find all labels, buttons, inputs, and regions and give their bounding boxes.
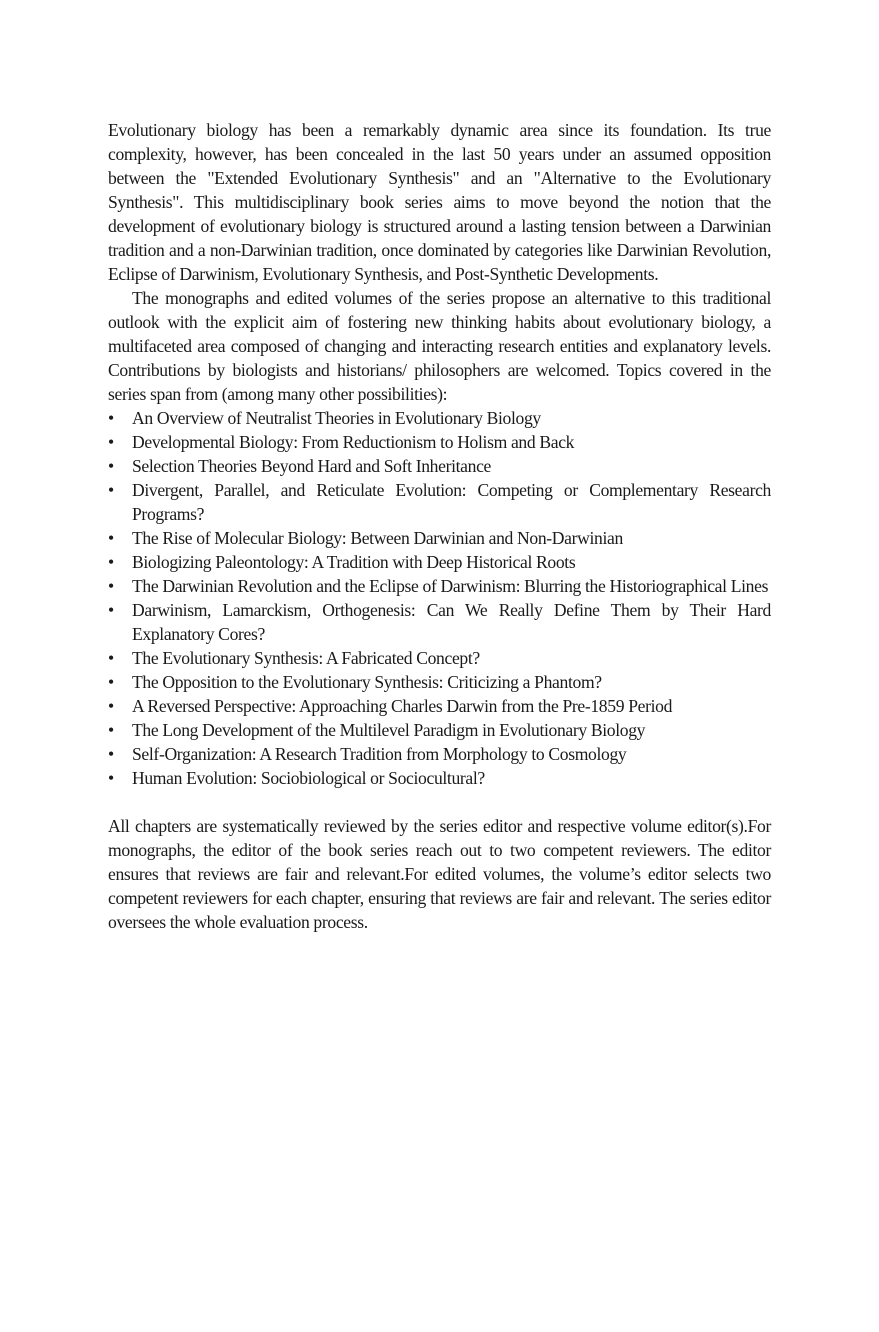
list-item xyxy=(108,430,771,454)
list-item xyxy=(108,694,771,718)
bullet-icon: • xyxy=(108,528,114,548)
bullet-icon: • xyxy=(108,480,114,500)
bullet-icon: • xyxy=(108,696,114,716)
list-item xyxy=(108,718,771,742)
topic-text: Human Evolution: Sociobiological or Sociocultural? xyxy=(132,768,485,788)
intro-paragraph-1: Evolutionary biology has been a remarkably dynamic area since its foundation. Its true complexity, however, has been concealed in the last 50 years under an assumed opposition between the "Extended Evolutionary Synthesis" and an "Alternative to the Evolutionary Synthesis". This multidisciplinary book series aims to move beyond the notion that the development of evolutionary biology is structured around a lasting tension between a Darwinian tradition and a non-Darwinian tradition, once dominated by categories like Darwinian Revolution, Eclipse of Darwinism, Evolutionary Synthesis, and Post-Synthetic Developments. xyxy=(108,120,771,284)
topic-text: Biologizing Paleontology: A Tradition with Deep Historical Roots xyxy=(132,552,576,572)
bullet-icon: • xyxy=(108,576,114,596)
topic-text: The Rise of Molecular Biology: Between Darwinian and Non-Darwinian xyxy=(132,528,623,548)
bullet-icon: • xyxy=(108,456,114,476)
intro-paragraph-2: The monographs and edited volumes of the series propose an alternative to this traditional outlook with the explicit aim of fostering new thinking habits about evolutionary biology, a multifaceted area composed of changing and interacting research entities and explanatory levels. Contributions by biologists and historians/ philosophers are welcomed. Topics covered in the series span from (among many other possibilities): xyxy=(108,288,771,404)
bullet-icon: • xyxy=(108,432,114,452)
topic-text: Self-Organization: A Research Tradition from Morphology to Cosmology xyxy=(132,744,627,764)
list-item xyxy=(108,766,771,790)
list-item xyxy=(108,406,771,430)
list-item xyxy=(108,478,771,526)
review-paragraph: All chapters are systematically reviewed by the series editor and respective volume editor(s).For monographs, the editor of the book series reach out to two competent reviewers. The editor ensures that reviews are fair and relevant.For edited volumes, the volume’s editor selects two competent reviewers for each chapter, ensuring that reviews are fair and relevant. The series editor oversees the whole evaluation process. xyxy=(108,816,771,932)
bullet-icon: • xyxy=(108,720,114,740)
topic-text: Darwinism, Lamarckism, Orthogenesis: Can We Really Define Them by Their Hard Explanatory Cores? xyxy=(132,600,771,644)
list-item xyxy=(108,526,771,550)
bullet-icon: • xyxy=(108,672,114,692)
topic-text: Developmental Biology: From Reductionism to Holism and Back xyxy=(132,432,575,452)
bullet-icon: • xyxy=(108,648,114,668)
topic-text: The Long Development of the Multilevel Paradigm in Evolutionary Biology xyxy=(132,720,646,740)
topic-text: An Overview of Neutralist Theories in Evolutionary Biology xyxy=(132,408,541,428)
bullet-icon: • xyxy=(108,768,114,788)
topic-text: Divergent, Parallel, and Reticulate Evolution: Competing or Complementary Research Programs? xyxy=(132,480,771,524)
topic-text: The Evolutionary Synthesis: A Fabricated Concept? xyxy=(132,648,480,668)
topics-list xyxy=(108,406,771,790)
topic-text: The Darwinian Revolution and the Eclipse of Darwinism: Blurring the Historiographical Lines xyxy=(132,576,769,596)
topic-text: The Opposition to the Evolutionary Synthesis: Criticizing a Phantom? xyxy=(132,672,602,692)
list-item xyxy=(108,742,771,766)
topic-text: A Reversed Perspective: Approaching Charles Darwin from the Pre-1859 Period xyxy=(132,696,673,716)
list-item xyxy=(108,670,771,694)
document-page xyxy=(108,118,771,934)
bullet-icon: • xyxy=(108,744,114,764)
list-item xyxy=(108,550,771,574)
list-item xyxy=(108,646,771,670)
list-item xyxy=(108,454,771,478)
bullet-icon: • xyxy=(108,408,114,428)
bullet-icon: • xyxy=(108,552,114,572)
topic-text: Selection Theories Beyond Hard and Soft Inheritance xyxy=(132,456,491,476)
list-item xyxy=(108,574,771,598)
bullet-icon: • xyxy=(108,600,114,620)
list-item xyxy=(108,598,771,646)
paragraph-spacer xyxy=(108,790,771,814)
